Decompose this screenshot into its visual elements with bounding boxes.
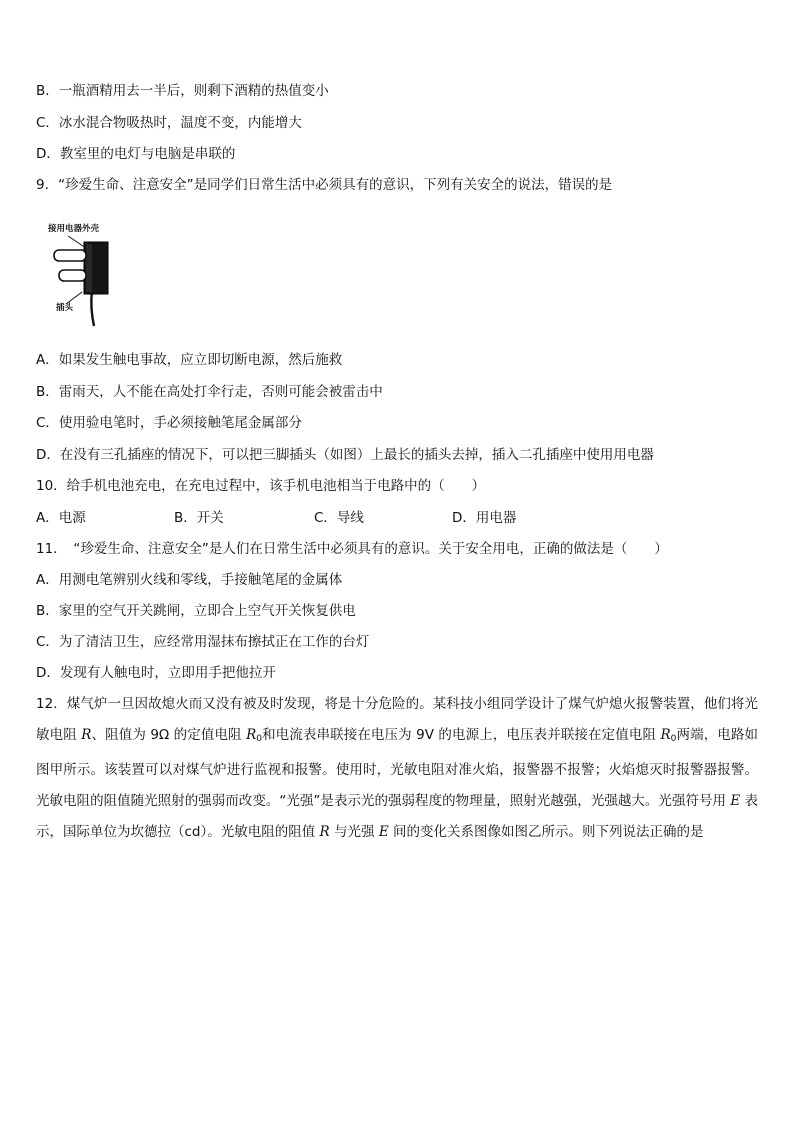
q12-text-5: 表示，国际单位为坎德拉（cd）。光敏电阻的阻值 (36, 793, 758, 840)
q9-option-c: C．使用验电笔时，手必须接触笔尾金属部分 (36, 415, 302, 431)
q12-subscript-0: 0 (256, 734, 262, 744)
q8-option-c: C．冰水混合物吸热时，温度不变，内能增大 (36, 115, 302, 131)
q10-option-c: C．导线 (314, 510, 364, 526)
q12-symbol-e: E (730, 793, 741, 809)
q12-symbol-r-second: R (319, 824, 330, 840)
q11-option-a: A．用测电笔辨别火线和零线，手接触笔尾的金属体 (36, 572, 343, 588)
q10-stem: 10．给手机电池充电，在充电过程中，该手机电池相当于电路中的（ ） (36, 478, 486, 494)
q9-option-d: D．在没有三孔插座的情况下，可以把三脚插头（如图）上最长的插头去掉，插入二孔插座中使用用电器 (36, 447, 654, 463)
q12-symbol-r0: R (246, 727, 257, 743)
q12-text-4: 两端，电路如图甲所示。该装置可以对煤气炉进行监视和报警。使用时，光敏电阻对准火焰，报警器不报警；火焰熄灭时报警器报警。光敏电阻的阻值随光照射的强弱而改变。“光强”是表示光的强弱程度的物理量，照射光越强，光强越大。光强符号用 (36, 727, 759, 809)
q12-subscript-0-second: 0 (670, 734, 677, 744)
q9-option-b: B．雷雨天，人不能在高处打伞行走，否则可能会被雷击中 (36, 384, 383, 400)
q8-option-d: D．教室里的电灯与电脑是串联的 (36, 146, 236, 162)
q9-stem: 9．“珍爱生命、注意安全”是同学们日常生活中必须具有的意识，下列有关安全的说法，错误的是 (36, 177, 613, 193)
q11-option-d: D．发现有人触电时，立即用手把他拉开 (36, 665, 276, 681)
three-pin-plug-figure (46, 218, 126, 330)
q8-option-b: B．一瓶酒精用去一半后，则剩下酒精的热值变小 (36, 83, 329, 99)
q10-option-a: A．电源 (36, 510, 86, 526)
q10-option-b: B．开关 (174, 510, 224, 526)
q12-stem (36, 689, 758, 848)
plug-label-pin: 插头 (56, 303, 74, 313)
q10-options (36, 508, 758, 528)
q11-option-c: C．为了清洁卫生，应经常用湿抹布擦拭正在工作的台灯 (36, 634, 370, 650)
q10-option-d: D．用电器 (452, 510, 517, 526)
q12-text-6: 与光强 (329, 824, 379, 840)
q12-symbol-r: R (81, 727, 92, 743)
q12-symbol-e-second: E (378, 824, 389, 840)
q9-option-a: A．如果发生触电事故，应立即切断电源，然后施救 (36, 352, 343, 368)
plug-label-casing: 接用电器外壳 (48, 224, 100, 234)
q12-text-7: 间的变化关系图像如图乙所示。则下列说法正确的是 (388, 824, 704, 840)
q11-stem: 11． “珍爱生命、注意安全”是人们在日常生活中必须具有的意识。关于安全用电，正确的做法是（ ） (36, 541, 668, 557)
q12-text-2: 、阻值为 9Ω 的定值电阻 (91, 727, 247, 743)
q12-symbol-r0-second: R (660, 727, 671, 743)
q11-option-b: B．家里的空气开关跳闸，立即合上空气开关恢复供电 (36, 603, 356, 619)
q12-text-3: 和电流表串联接在电压为 9V 的电源上，电压表并联接在定值电阻 (261, 727, 661, 743)
plug-drawing (46, 218, 126, 330)
q12-text-1: 12．煤气炉一旦因故熄火而又没有被及时发现，将是十分危险的。某科技小组同学设计了煤气炉熄火报警装置，他们将光敏电阻 (36, 696, 758, 743)
